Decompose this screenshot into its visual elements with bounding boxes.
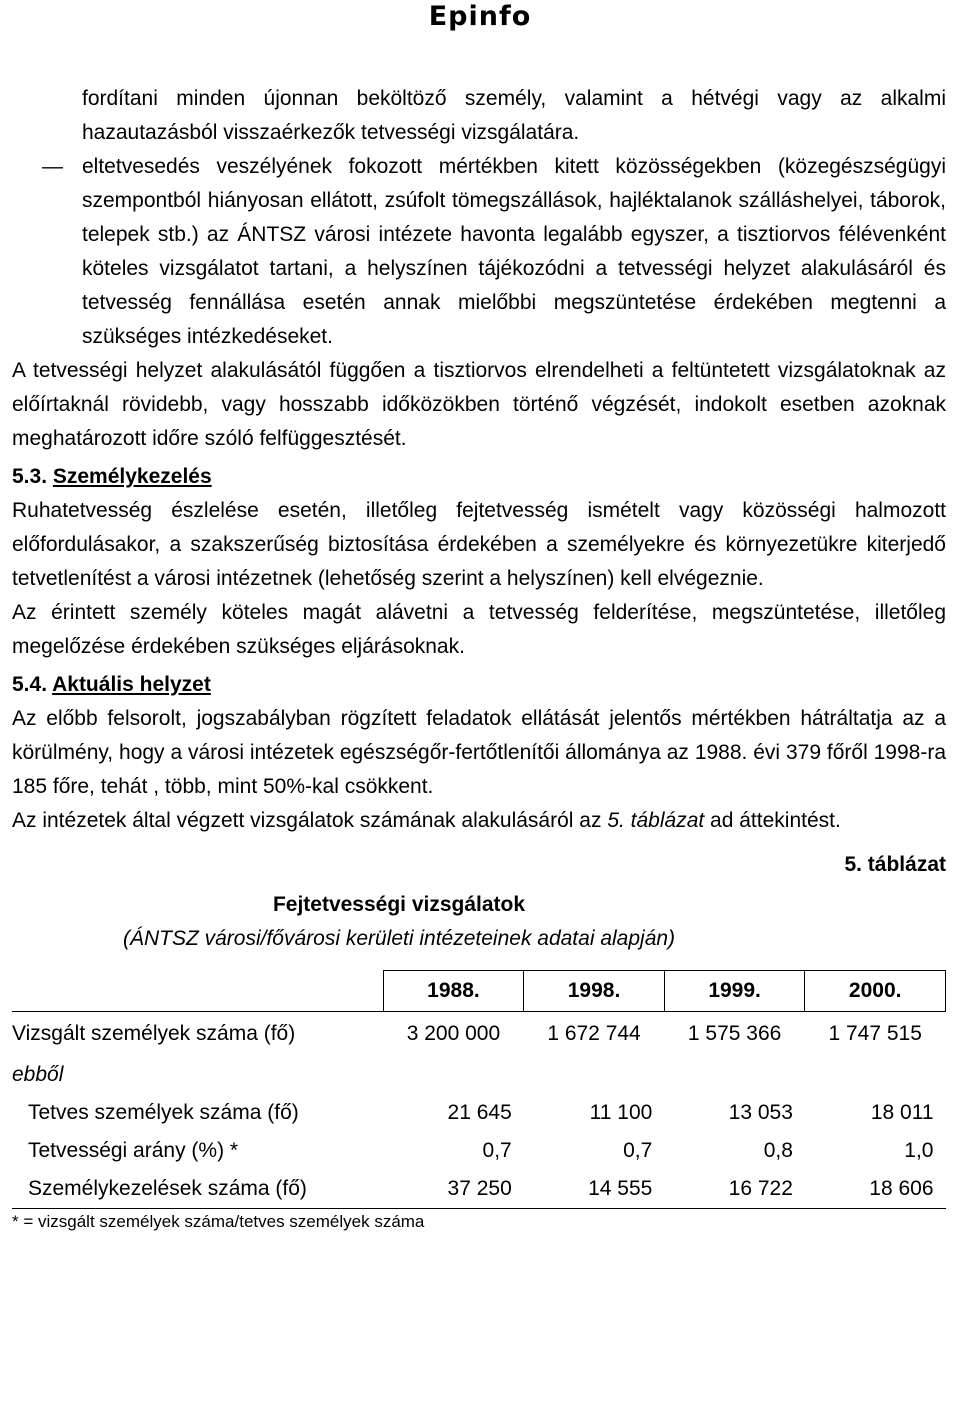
dash-item-text: eltetvesedés veszélyének fokozott mértékben kitett közösségekben (közegészségügyi szempontból hiányosan ellátott, zsúfolt tömegszállások, hajléktalanok szálláshelyei, táborok, telepek stb.) az ÁNTSZ városi intézete havonta legalább egyszer, a tisztiorvos félévenként köteles vizsgálatot tartani, a helyszínen tájékozódni a tetvességi helyzet alakulásáról és tetvesség fennállása esetén annak mielőbbi megszüntetése érdekében megtenni a szükséges intézkedéseket. (82, 155, 946, 348)
year-header: 2000. (805, 971, 946, 1012)
section-heading-5-3 (12, 460, 946, 494)
table-cell: 16 722 (728, 1177, 793, 1200)
row-label: Tetves személyek száma (fő) (28, 1101, 299, 1124)
table-cell: 0,7 (482, 1139, 512, 1162)
section-title: Aktuális helyzet (52, 673, 211, 696)
table-cell: 14 555 (588, 1177, 653, 1200)
data-table (12, 970, 946, 1209)
table-row (12, 1056, 946, 1094)
year-header: 1998. (524, 971, 665, 1012)
table-cell: 1 747 515 (828, 1022, 922, 1045)
row-label: Tetvességi arány (%) * (28, 1139, 239, 1162)
table-cell: 3 200 000 (406, 1022, 501, 1045)
table-row (12, 1132, 946, 1170)
footnote: * = vizsgált személyek száma/tetves személyek száma (12, 1212, 425, 1231)
section-number: 5.3. (12, 465, 48, 488)
section-heading-5-4 (12, 668, 946, 702)
table-reference: 5. táblázat (607, 809, 705, 832)
table-cell: 37 250 (447, 1177, 512, 1200)
table-cell: 13 053 (728, 1101, 793, 1124)
table-cell: 1 672 744 (547, 1022, 641, 1045)
table-cell: 1,0 (904, 1139, 934, 1162)
section-number: 5.4. (12, 673, 48, 696)
table-cell: 21 645 (447, 1101, 512, 1124)
year-header: 1988. (383, 971, 524, 1012)
continuation-paragraph: fordítani minden újonnan beköltöző személy, valamint a hétvégi vagy az alkalmi hazautazásból visszaérkezők tetvességi vizsgálatára. (82, 87, 946, 144)
table-label: 5. táblázat (844, 853, 946, 876)
table-cell: 18 011 (870, 1101, 934, 1124)
table-cell: 0,8 (763, 1139, 793, 1162)
logo: Epinfo (428, 1, 532, 32)
paragraph-attekintes: Az intézetek által végzett vizsgálatok számának alakulásáról az 5. táblázat ad áttekintést. (12, 809, 841, 832)
paragraph-erintett-szemely: Az érintett személy köteles magát alávetni a tetvesség felderítése, megszüntetése, illetőleg megelőzése érdekében szükséges eljárásoknak. (12, 601, 946, 658)
table-title: Fejtetvességi vizsgálatok (272, 893, 526, 916)
table-row (12, 1170, 946, 1209)
table-row (12, 1012, 946, 1057)
table-cell: 0,7 (623, 1139, 653, 1162)
document-body (12, 82, 946, 1233)
table-cell: 11 100 (589, 1101, 653, 1124)
row-label: Személykezelések száma (fő) (28, 1177, 307, 1200)
dash-bullet: — (42, 155, 63, 178)
table-cell: 18 606 (869, 1177, 934, 1200)
section-title: Személykezelés (52, 465, 212, 488)
row-label: Vizsgált személyek száma (fő) (12, 1022, 296, 1045)
table-header-row (12, 971, 946, 1012)
table-row (12, 1094, 946, 1132)
paragraph-tetvessegi-helyzet: A tetvességi helyzet alakulásától függően a tisztiorvos elrendelheti a feltüntetett vizsgálatoknak az előírtaknál rövidebb, vagy hosszabb időközökben történő végzését, indokolt esetben azoknak meghatározott időre szóló felfüggesztését. (12, 359, 946, 450)
paragraph-aktualis-helyzet: Az előbb felsorolt, jogszabályban rögzített feladatok ellátását jelentős mértékben hátráltatja az a körülmény, hogy a városi intézetek egészségőr-fertőtlenítői állománya az 1988. évi 379 főről 1998-ra 185 főre, tehát , több, mint 50%-kal csökkent. (12, 707, 946, 798)
dash-list-item (12, 150, 946, 354)
row-label: ebből (12, 1063, 64, 1086)
paragraph-ruhatetvesseg: Ruhatetvesség észlelése esetén, illetőleg fejtetvesség ismételt vagy közösségi halmozott előfordulásakor, a szakszerűség biztosítása érdekében a személyekre és környezetükre kiterjedő tetvetlenítést a városi intézetnek (lehetőség szerint a helyszínen) kell elvégeznie. (12, 499, 946, 590)
table-cell: 1 575 366 (687, 1022, 782, 1045)
table-subtitle: (ÁNTSZ városi/fővárosi kerületi intézeteinek adatai alapján) (122, 927, 676, 950)
year-header: 1999. (664, 971, 805, 1012)
